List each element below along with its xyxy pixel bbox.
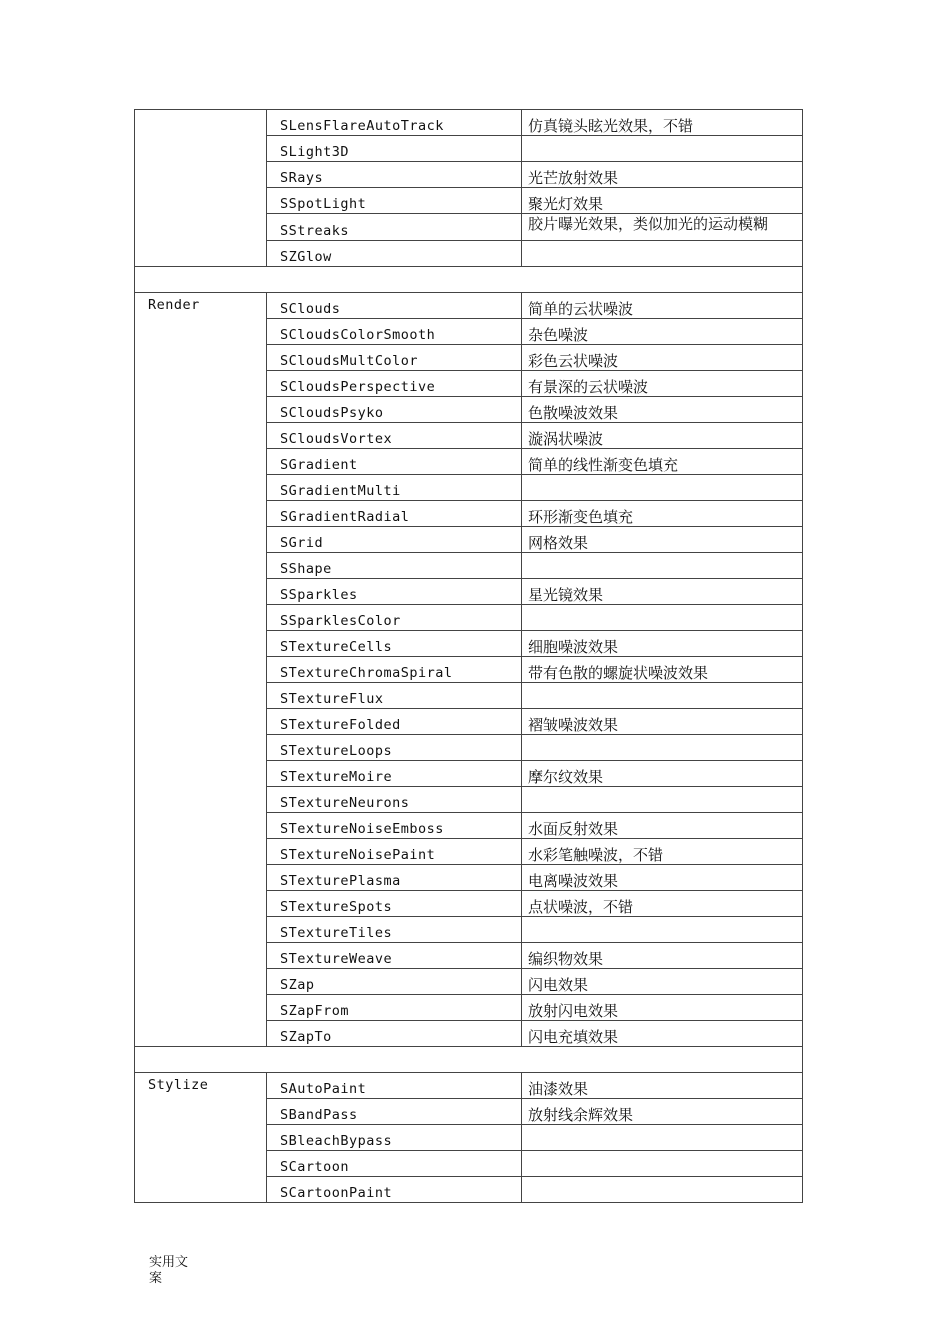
effects-table	[134, 109, 803, 1203]
effect-description-cell: 电离噪波效果	[522, 865, 803, 891]
effect-name-cell: SCartoonPaint	[267, 1177, 522, 1203]
effect-description-cell: 带有色散的螺旋状噪波效果	[522, 657, 803, 683]
effect-name-cell: STextureNoisePaint	[267, 839, 522, 865]
effect-name-cell: STextureTiles	[267, 917, 522, 943]
effect-description-cell: 油漆效果	[522, 1073, 803, 1099]
effect-name-cell: SCloudsPerspective	[267, 371, 522, 397]
effect-name-cell: STextureChromaSpiral	[267, 657, 522, 683]
effect-description-cell: 褶皱噪波效果	[522, 709, 803, 735]
effect-description-cell: 胶片曝光效果，类似加光的运动模糊	[522, 214, 803, 241]
effect-description-cell: 有景深的云状噪波	[522, 371, 803, 397]
effect-description-cell: 点状噪波，不错	[522, 891, 803, 917]
effect-name-cell: SZapTo	[267, 1021, 522, 1047]
effect-name-cell: STextureFolded	[267, 709, 522, 735]
effect-name-cell: SBleachBypass	[267, 1125, 522, 1151]
effect-description-cell: 网格效果	[522, 527, 803, 553]
effect-description-cell	[522, 1151, 803, 1177]
effect-name-cell: STextureMoire	[267, 761, 522, 787]
effect-name-cell: STextureWeave	[267, 943, 522, 969]
effect-description-cell: 水彩笔触噪波，不错	[522, 839, 803, 865]
effect-name-cell: SLensFlareAutoTrack	[267, 110, 522, 136]
effect-description-cell	[522, 683, 803, 709]
effect-name-cell: SZap	[267, 969, 522, 995]
spacer-cell	[135, 1047, 803, 1073]
effect-name-cell: SZapFrom	[267, 995, 522, 1021]
effect-description-cell	[522, 787, 803, 813]
effect-name-cell: SGrid	[267, 527, 522, 553]
effect-description-cell: 简单的线性渐变色填充	[522, 449, 803, 475]
effect-name-cell: STexturePlasma	[267, 865, 522, 891]
effect-name-cell: STextureLoops	[267, 735, 522, 761]
spacer-row	[135, 1047, 803, 1073]
effect-name-cell: SCloudsPsyko	[267, 397, 522, 423]
effect-description-cell: 色散噪波效果	[522, 397, 803, 423]
effect-description-cell: 星光镜效果	[522, 579, 803, 605]
effect-name-cell: STextureNoiseEmboss	[267, 813, 522, 839]
effect-name-cell: SCartoon	[267, 1151, 522, 1177]
effect-name-cell: SRays	[267, 162, 522, 188]
effect-name-cell: SCloudsVortex	[267, 423, 522, 449]
effect-description-cell: 杂色噪波	[522, 319, 803, 345]
effect-name-cell: SAutoPaint	[267, 1073, 522, 1099]
effect-description-cell: 摩尔纹效果	[522, 761, 803, 787]
effect-name-cell: SSparklesColor	[267, 605, 522, 631]
effect-description-cell: 编织物效果	[522, 943, 803, 969]
effect-description-cell	[522, 136, 803, 162]
effect-description-cell: 放射线余辉效果	[522, 1099, 803, 1125]
effect-name-cell: STextureNeurons	[267, 787, 522, 813]
effect-description-cell	[522, 735, 803, 761]
effect-name-cell: SGradientRadial	[267, 501, 522, 527]
effect-description-cell	[522, 1125, 803, 1151]
effect-name-cell: SCloudsColorSmooth	[267, 319, 522, 345]
effect-name-cell: SShape	[267, 553, 522, 579]
effects-table-body	[135, 110, 803, 1203]
effect-description-cell	[522, 241, 803, 267]
effect-description-cell: 放射闪电效果	[522, 995, 803, 1021]
effect-description-cell: 闪电充填效果	[522, 1021, 803, 1047]
effect-description-cell: 环形渐变色填充	[522, 501, 803, 527]
effect-name-cell: SSpotLight	[267, 188, 522, 214]
effect-name-cell: SGradient	[267, 449, 522, 475]
category-cell: Stylize	[135, 1073, 267, 1203]
effect-description-cell: 水面反射效果	[522, 813, 803, 839]
effect-name-cell: SClouds	[267, 293, 522, 319]
table-row	[135, 293, 803, 319]
effect-name-cell: SGradientMulti	[267, 475, 522, 501]
effect-name-cell: STextureFlux	[267, 683, 522, 709]
effect-name-cell: SZGlow	[267, 241, 522, 267]
effect-description-cell	[522, 475, 803, 501]
category-cell: Render	[135, 293, 267, 1047]
spacer-cell	[135, 267, 803, 293]
category-cell	[135, 110, 267, 267]
effect-name-cell: SSparkles	[267, 579, 522, 605]
effect-name-cell: SCloudsMultColor	[267, 345, 522, 371]
effect-description-cell: 漩涡状噪波	[522, 423, 803, 449]
effect-description-cell: 光芒放射效果	[522, 162, 803, 188]
page-footer: 实用文案	[149, 1255, 189, 1286]
effect-description-cell: 聚光灯效果	[522, 188, 803, 214]
effect-description-cell: 闪电效果	[522, 969, 803, 995]
effect-description-cell: 简单的云状噪波	[522, 293, 803, 319]
effect-description-cell	[522, 605, 803, 631]
effect-name-cell: SLight3D	[267, 136, 522, 162]
effect-description-cell	[522, 1177, 803, 1203]
effect-name-cell: SStreaks	[267, 214, 522, 241]
effect-description-cell	[522, 553, 803, 579]
effect-description-cell	[522, 917, 803, 943]
table-row	[135, 110, 803, 136]
effect-description-cell: 仿真镜头眩光效果，不错	[522, 110, 803, 136]
effect-description-cell: 细胞噪波效果	[522, 631, 803, 657]
effect-name-cell: STextureSpots	[267, 891, 522, 917]
effect-name-cell: SBandPass	[267, 1099, 522, 1125]
effect-description-cell: 彩色云状噪波	[522, 345, 803, 371]
table-row	[135, 1073, 803, 1099]
spacer-row	[135, 267, 803, 293]
effect-name-cell: STextureCells	[267, 631, 522, 657]
